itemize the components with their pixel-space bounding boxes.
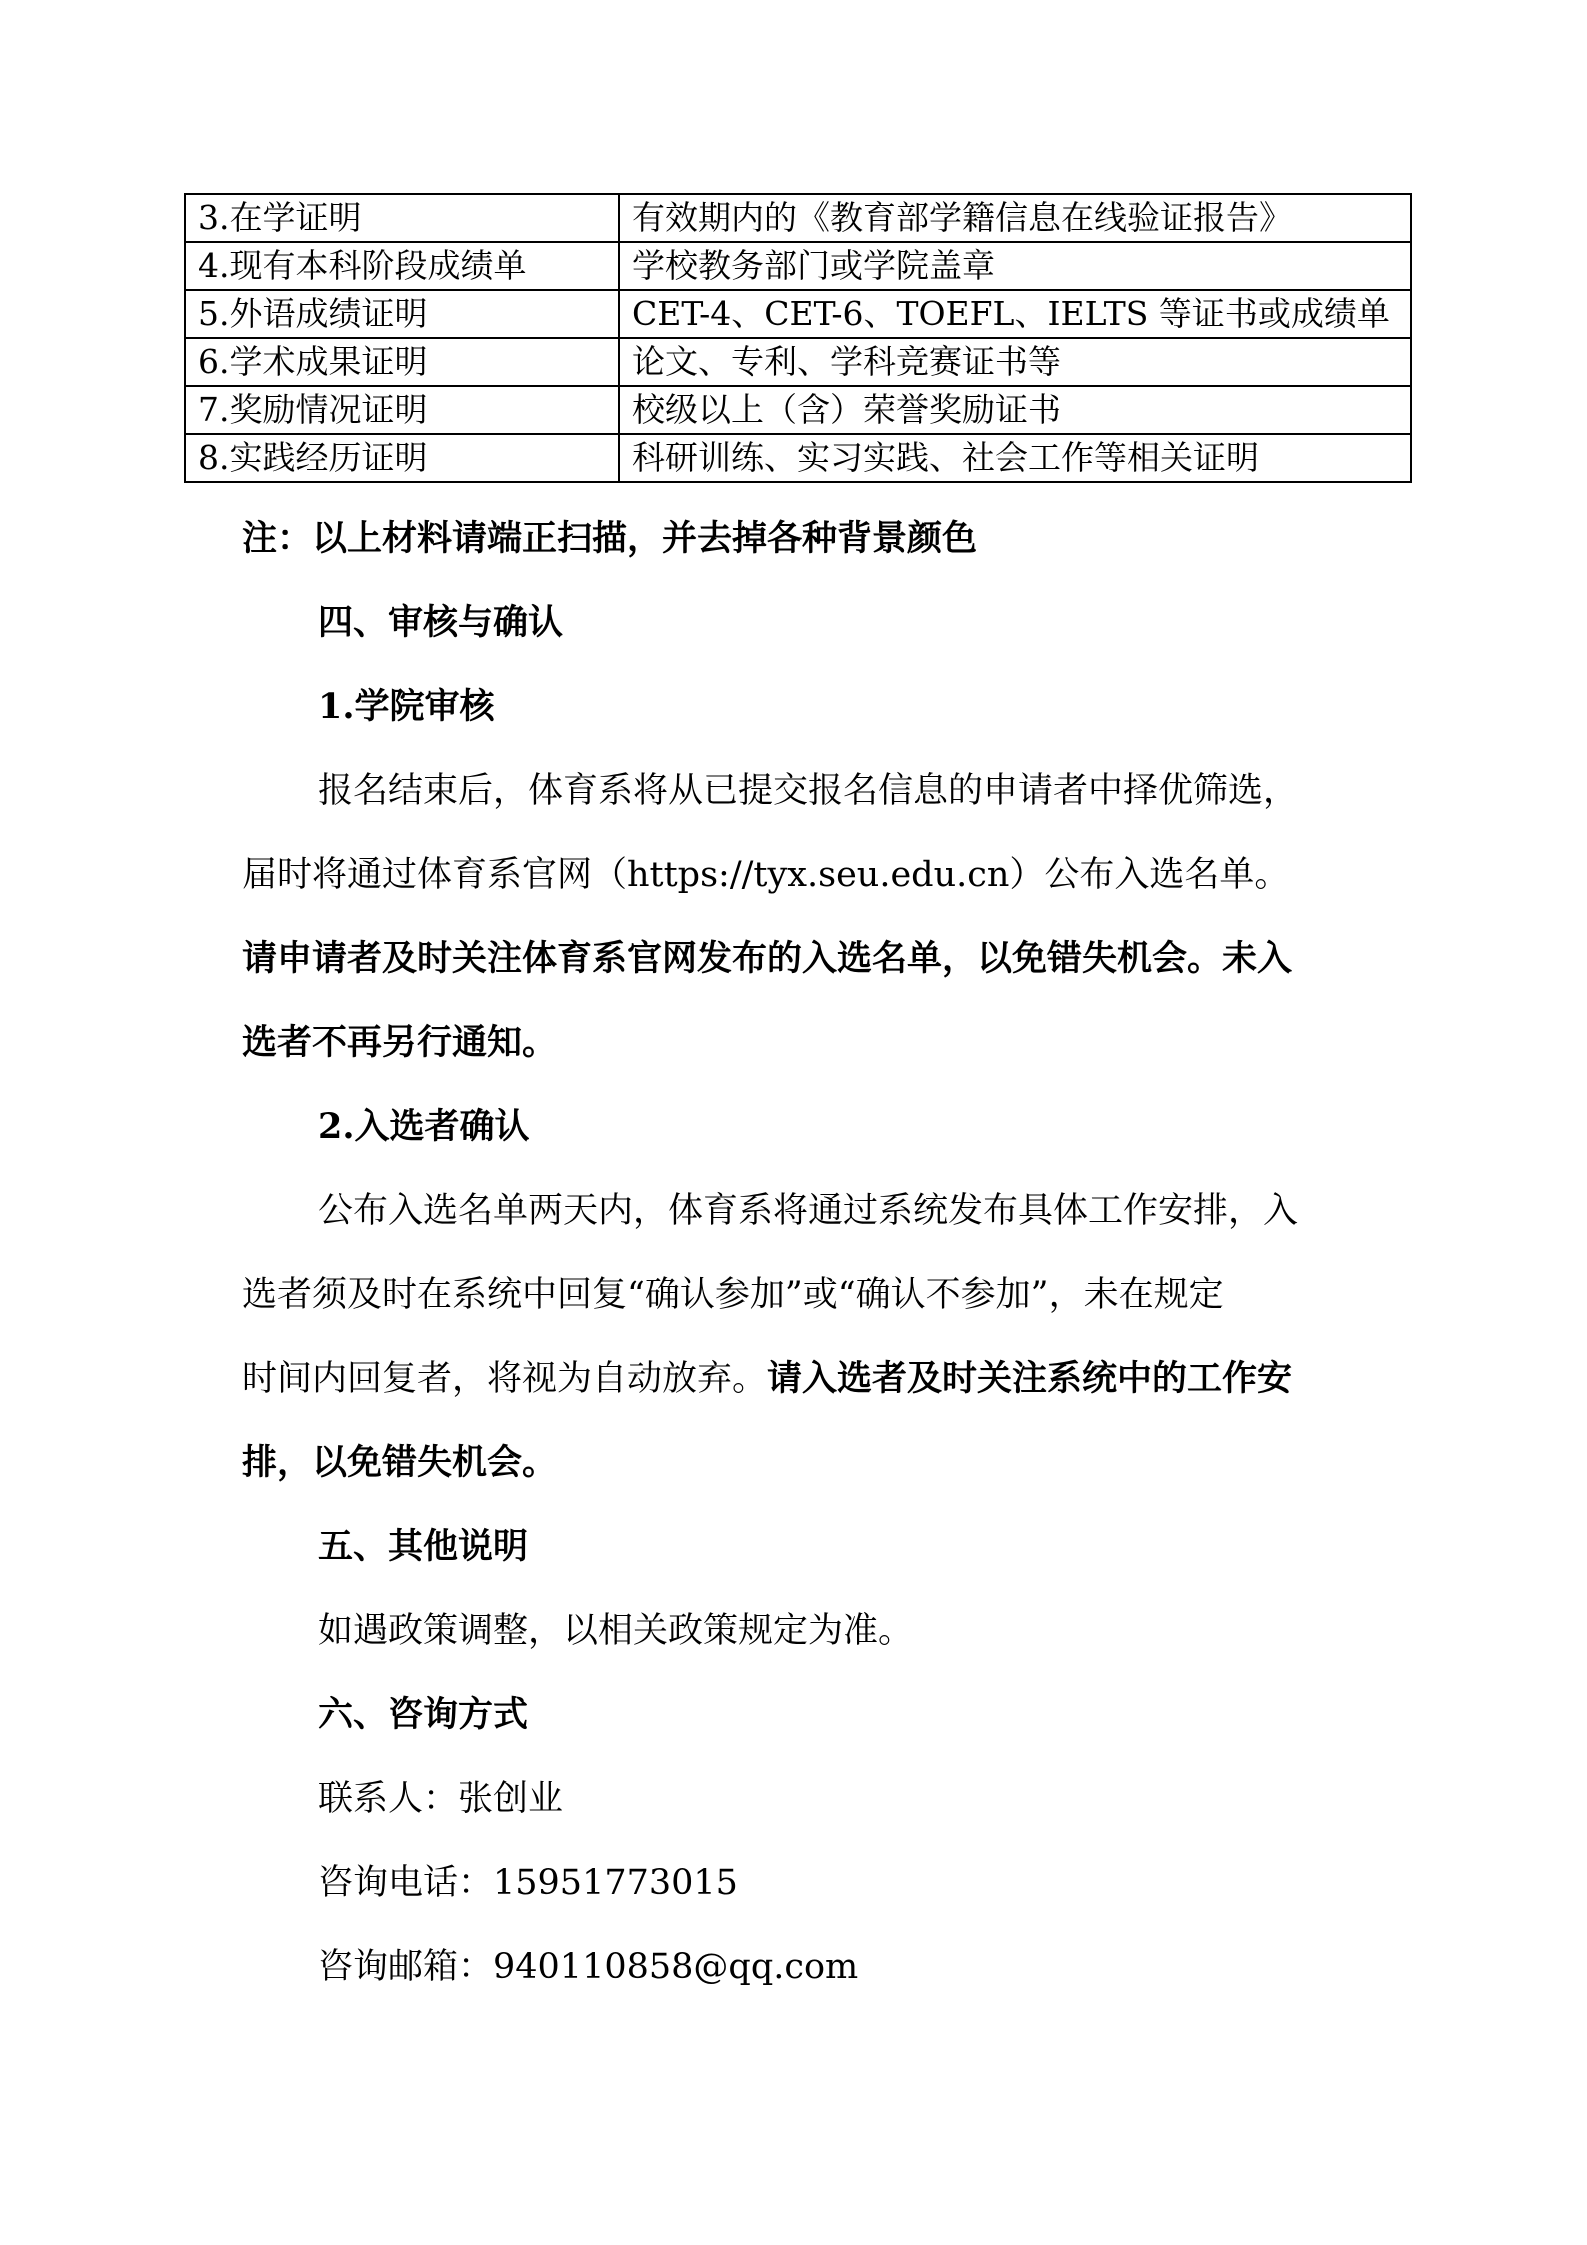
table-cell-item: 8.实践经历证明 [185, 434, 619, 482]
paragraph-line-bold: 请申请者及时关注体育系官网发布的入选名单，以免错失机会。未入 [242, 938, 1293, 979]
section-heading-review: 四、审核与确认 [318, 602, 564, 643]
table-row [185, 434, 1411, 482]
subsection-heading-college-review: 1.学院审核 [318, 686, 495, 727]
section-heading-contact: 六、咨询方式 [318, 1694, 529, 1735]
paragraph-line: 如遇政策调整，以相关政策规定为准。 [318, 1611, 914, 1651]
paragraph-text: 时间内回复者，将视为自动放弃。 [242, 1359, 768, 1399]
paragraph-line: 选者须及时在系统中回复“确认参加”或“确认不参加”，未在规定 [242, 1275, 1224, 1315]
table-cell-desc: CET-4、CET-6、TOEFL、IELTS 等证书或成绩单 [619, 290, 1411, 338]
paragraph-line-mixed [242, 1354, 1292, 1404]
paragraph-line-bold: 排，以免错失机会。 [242, 1442, 558, 1483]
table-row [185, 194, 1411, 242]
contact-email: 咨询邮箱：940110858@qq.com [318, 1947, 859, 1987]
contact-phone: 咨询电话：15951773015 [318, 1863, 738, 1903]
table-cell-desc: 校级以上（含）荣誉奖励证书 [619, 386, 1411, 434]
table-cell-item: 5.外语成绩证明 [185, 290, 619, 338]
table-cell-item: 4.现有本科阶段成绩单 [185, 242, 619, 290]
paragraph-text-bold: 请入选者及时关注系统中的工作安 [767, 1358, 1293, 1399]
paragraph-line-bold: 选者不再另行通知。 [242, 1022, 558, 1063]
materials-table [184, 193, 1412, 483]
table-cell-desc: 论文、专利、学科竞赛证书等 [619, 338, 1411, 386]
table-cell-item: 7.奖励情况证明 [185, 386, 619, 434]
table-row [185, 386, 1411, 434]
table-row [185, 338, 1411, 386]
table-row [185, 242, 1411, 290]
paragraph-line: 公布入选名单两天内，体育系将通过系统发布具体工作安排，入 [318, 1191, 1299, 1231]
subsection-heading-confirmation: 2.入选者确认 [318, 1106, 530, 1147]
materials-note: 注：以上材料请端正扫描，并去掉各种背景颜色 [242, 518, 978, 559]
table-cell-item: 6.学术成果证明 [185, 338, 619, 386]
contact-person: 联系人：张创业 [318, 1779, 564, 1819]
table-cell-desc: 学校教务部门或学院盖章 [619, 242, 1411, 290]
table-cell-item: 3.在学证明 [185, 194, 619, 242]
section-heading-other: 五、其他说明 [318, 1526, 529, 1567]
table-row [185, 290, 1411, 338]
paragraph-line: 报名结束后，体育系将从已提交报名信息的申请者中择优筛选， [318, 771, 1299, 811]
table-cell-desc: 有效期内的《教育部学籍信息在线验证报告》 [619, 194, 1411, 242]
paragraph-line: 届时将通过体育系官网（https://tyx.seu.edu.cn）公布入选名单。 [242, 855, 1290, 895]
table-cell-desc: 科研训练、实习实践、社会工作等相关证明 [619, 434, 1411, 482]
